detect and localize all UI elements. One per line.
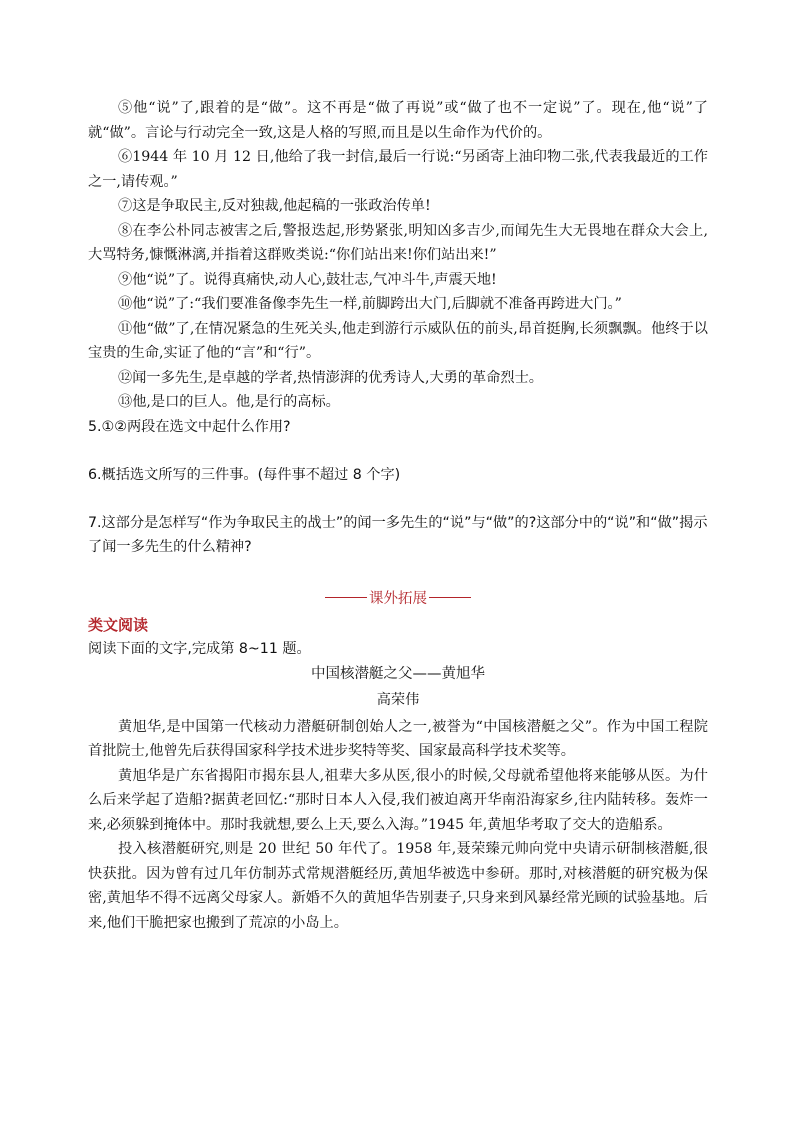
section-heading: 类文阅读 bbox=[88, 615, 149, 634]
passage-paragraph-11: ⑪他“做”了,在情况紧急的生死关头,他走到游行示威队伍的前头,昂首挺胸,长须飘飘。他终于以宝贵的生命,实证了他的“言”和“行”。 bbox=[88, 320, 708, 361]
passage-paragraph-7: ⑦这是争取民主,反对独裁,他起稿的一张政治传单! bbox=[118, 198, 431, 214]
divider-label: 课外拓展 bbox=[369, 590, 427, 607]
article-author: 高荣伟 bbox=[376, 691, 420, 708]
divider-rule-left bbox=[325, 597, 367, 598]
passage-paragraph-13: ⑬他,是口的巨人。他,是行的高标。 bbox=[118, 394, 340, 410]
question-7: 7.这部分是怎样写“作为争取民主的战士”的闻一多先生的“说”与“做”的?这部分中的“说”和“做”揭示了闻一多先生的什么精神? bbox=[88, 514, 708, 555]
divider-rule-right bbox=[429, 597, 471, 598]
reading-instruction: 阅读下面的文字,完成第 8~11 题。 bbox=[88, 640, 311, 657]
passage-paragraph-5: ⑤他“说”了,跟着的是“做”。这不再是“做了再说”或“做了也不一定说”了。现在,他“说”了就“做”。言论与行动完全一致,这是人格的写照,而且是以生命作为代价的。 bbox=[88, 100, 708, 141]
article-paragraph-3: 投入核潜艇研究,则是 20 世纪 50 年代了。1958 年,聂荣臻元帅向党中央请示研制核潜艇,很快获批。因为曾有过几年仿制苏式常规潜艇经历,黄旭华被选中参研。那时,对核潜艇的研究极为保密,黄旭华不得不远离父母家人。新婚不久的黄旭华告别妻子,只身来到风暴经常光顾的试验基地。后来,他们干脆把家也搬到了荒凉的小岛上。 bbox=[88, 841, 708, 931]
article-paragraph-2: 黄旭华是广东省揭阳市揭东县人,祖辈大多从医,很小的时候,父母就希望他将来能够从医。为什么后来学起了造船?据黄老回忆:“那时日本人入侵,我们被迫离开华南沿海家乡,往内陆转移。轰炸一来,必须躲到掩体中。那时我就想,要么上天,要么入海。”1945 年,黄旭华考取了交大的造船系。 bbox=[88, 767, 708, 833]
passage-paragraph-10: ⑩他“说”了:“我们要准备像李先生一样,前脚跨出大门,后脚就不准备再跨进大门。” bbox=[118, 296, 622, 312]
section-divider bbox=[88, 587, 708, 608]
passage bbox=[88, 96, 708, 415]
article-body bbox=[88, 715, 708, 936]
article-paragraph-1: 黄旭华,是中国第一代核动力潜艇研制创始人之一,被誉为“中国核潜艇之父”。作为中国工程院首批院士,他曾先后获得国家科学技术进步奖特等奖、国家最高科学技术奖等。 bbox=[88, 718, 708, 759]
question-6: 6.概括选文所写的三件事。(每件事不超过 8 个字) bbox=[88, 466, 401, 483]
passage-paragraph-12: ⑫闻一多先生,是卓越的学者,热情澎湃的优秀诗人,大勇的革命烈士。 bbox=[118, 369, 543, 386]
passage-paragraph-8: ⑧在李公朴同志被害之后,警报迭起,形势紧张,明知凶多吉少,而闻先生大无畏地在群众大会上,大骂特务,慷慨淋漓,并指着这群败类说:“你们站出来!你们站出来!” bbox=[88, 222, 708, 263]
passage-paragraph-9: ⑨他“说”了。说得真痛快,动人心,鼓壮志,气冲斗牛,声震天地! bbox=[118, 271, 497, 288]
question-5: 5.①②两段在选文中起什么作用? bbox=[88, 418, 291, 435]
passage-paragraph-6: ⑥1944 年 10 月 12 日,他给了我一封信,最后一行说:“另函寄上油印物二张,代表我最近的工作之一,请传观。” bbox=[88, 149, 708, 190]
worksheet-page bbox=[88, 96, 708, 935]
article-title: 中国核潜艇之父——黄旭华 bbox=[311, 665, 485, 682]
